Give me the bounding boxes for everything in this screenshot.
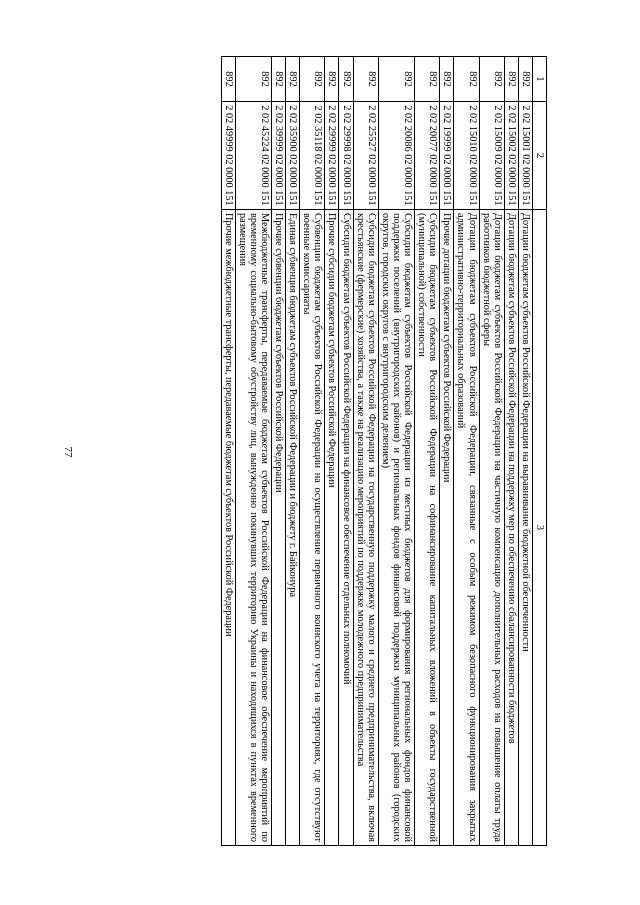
revenue-name-cell: Субсидии бюджетам субъектов Российской Федерации из местных бюджетов для формирования региональных фондов финансовой поддержки поселений (внутригородских районов) и региональных фондов финансовой поддержки муниципальных районов (городских округов, городских округов с внутригородским делением) xyxy=(378,210,414,846)
admin-code-cell: 892 xyxy=(415,57,440,102)
page-number: 77 xyxy=(62,446,74,458)
revenue-name-cell: Субсидии бюджетам субъектов Российской Федерации на софинансирование капитальных вложений в объекты государственной (муниципальной) собственности xyxy=(415,210,440,846)
table-row xyxy=(454,57,479,846)
admin-code-cell: 892 xyxy=(518,57,532,102)
revenue-name-cell: Дотации бюджетам субъектов Российской Федерации на частичную компенсацию дополнительных расходов на повышение оплаты труда работников бюджетной сферы xyxy=(479,210,504,846)
revenue-name-cell: Дотации бюджетам субъектов Российской Федерации на выравнивание бюджетной обеспеченности xyxy=(518,210,532,846)
revenue-name-cell: Единая субвенция бюджетам субъектов Российской Федерации и бюджету г. Байконура xyxy=(286,210,300,846)
revenue-code-cell: 2 02 49999 02 0000 151 xyxy=(221,102,235,210)
revenue-name-cell: Субвенции бюджетам субъектов Российской Федерации на осуществление первичного воинского учета на территориях, где отсутствуют военные комиссариаты xyxy=(300,210,325,846)
table-row xyxy=(272,57,286,846)
revenue-code-cell: 2 02 15010 02 0000 151 xyxy=(454,102,479,210)
table-header-row xyxy=(532,57,546,846)
revenue-code-cell: 2 02 29999 02 0000 151 xyxy=(325,102,339,210)
admin-code-cell: 892 xyxy=(440,57,454,102)
budget-table-body xyxy=(221,57,546,846)
budget-table xyxy=(221,56,547,846)
revenue-code-cell: 2 02 29998 02 0000 151 xyxy=(339,102,353,210)
revenue-code-cell: 2 02 15009 02 0000 151 xyxy=(479,102,504,210)
table-row xyxy=(221,57,235,846)
table-row xyxy=(415,57,440,846)
admin-code-cell: 892 xyxy=(300,57,325,102)
table-row xyxy=(479,57,504,846)
admin-code-cell: 892 xyxy=(221,57,235,102)
header-col-3: 3 xyxy=(532,210,546,846)
table-frame xyxy=(87,56,547,846)
revenue-name-cell: Прочие субвенции бюджетам субъектов Российской Федерации xyxy=(272,210,286,846)
revenue-code-cell: 2 02 45224 02 0000 151 xyxy=(235,102,271,210)
table-row xyxy=(353,57,378,846)
admin-code-cell: 892 xyxy=(479,57,504,102)
admin-code-cell: 892 xyxy=(504,57,518,102)
table-row xyxy=(235,57,271,846)
revenue-code-cell: 2 02 15001 02 0000 151 xyxy=(518,102,532,210)
header-col-1: 1 xyxy=(532,57,546,102)
revenue-name-cell: Прочие дотации бюджетам субъектов Российской Федерации xyxy=(440,210,454,846)
admin-code-cell: 892 xyxy=(286,57,300,102)
table-row xyxy=(518,57,532,846)
revenue-name-cell: Субсидии бюджетам субъектов Российской Федерации на финансовое обеспечение отдельных полномочий xyxy=(339,210,353,846)
revenue-code-cell: 2 02 35900 02 0000 151 xyxy=(286,102,300,210)
rotated-page-content xyxy=(87,56,547,846)
header-col-2: 2 xyxy=(532,102,546,210)
revenue-name-cell: Дотации бюджетам субъектов Российской Федерации на поддержку мер по обеспечению сбалансированности бюджетов xyxy=(504,210,518,846)
table-row xyxy=(339,57,353,846)
revenue-name-cell: Дотации бюджетам субъектов Российской Федерации, связанные с особым режимом безопасного функционирования закрытых административно-территориальных образований xyxy=(454,210,479,846)
table-row xyxy=(325,57,339,846)
admin-code-cell: 892 xyxy=(353,57,378,102)
table-row xyxy=(286,57,300,846)
revenue-name-cell: Межбюджетные трансферты, передаваемые бюджетам субъектов Российской Федерации на финансовое обеспечение мероприятий по временному социально-бытовому обустройству лиц, вынужденно покинувших территорию Украины и находящихся в пунктах временного размещения xyxy=(235,210,271,846)
table-row xyxy=(378,57,414,846)
revenue-name-cell: Субсидии бюджетам субъектов Российской Федерации на государственную поддержку малого и среднего предпринимательства, включая крестьянские (фермерские) хозяйства, а также на реализацию мероприятий по поддержке молодежного предпринимательства xyxy=(353,210,378,846)
revenue-code-cell: 2 02 19999 02 0000 151 xyxy=(440,102,454,210)
admin-code-cell: 892 xyxy=(378,57,414,102)
revenue-code-cell: 2 02 39999 02 0000 151 xyxy=(272,102,286,210)
table-row xyxy=(300,57,325,846)
revenue-name-cell: Прочие межбюджетные трансферты, передаваемые бюджетам субъектов Российской Федерации xyxy=(221,210,235,846)
revenue-code-cell: 2 02 20086 02 0000 151 xyxy=(378,102,414,210)
revenue-code-cell: 2 02 20077 02 0000 151 xyxy=(415,102,440,210)
admin-code-cell: 892 xyxy=(339,57,353,102)
table-row xyxy=(440,57,454,846)
revenue-name-cell: Прочие субсидии бюджетам субъектов Российской Федерации xyxy=(325,210,339,846)
admin-code-cell: 892 xyxy=(454,57,479,102)
revenue-code-cell: 2 02 35118 02 0000 151 xyxy=(300,102,325,210)
revenue-code-cell: 2 02 25527 02 0000 151 xyxy=(353,102,378,210)
admin-code-cell: 892 xyxy=(325,57,339,102)
table-row xyxy=(504,57,518,846)
revenue-code-cell: 2 02 15002 02 0000 151 xyxy=(504,102,518,210)
admin-code-cell: 892 xyxy=(272,57,286,102)
admin-code-cell: 892 xyxy=(235,57,271,102)
